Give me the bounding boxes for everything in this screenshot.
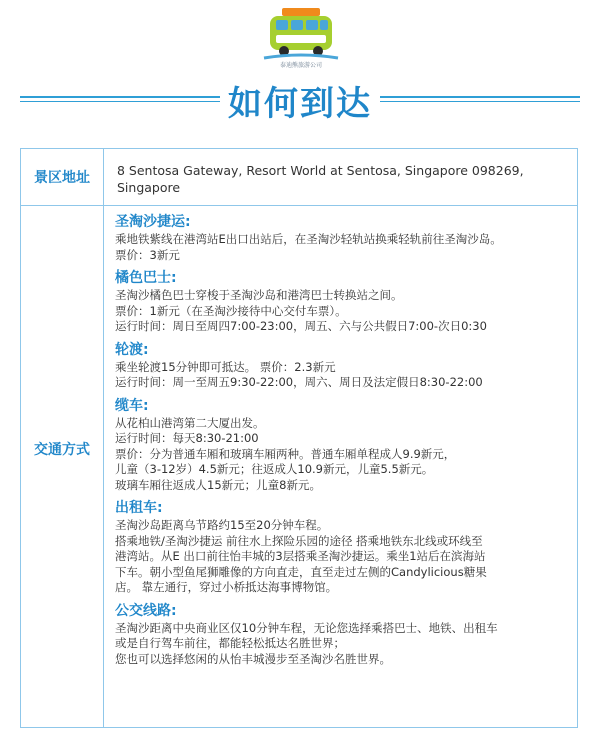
section-title: 圣淘沙捷运: — [115, 214, 191, 230]
address-line: Singapore — [117, 180, 181, 195]
transport-section-public-bus — [115, 602, 573, 668]
section-line: 乘地铁紫线在港湾站E出口出站后，在圣淘沙轻轨站换乘轻轨前往圣淘沙岛。 — [115, 232, 502, 246]
section-line: 从花柏山港湾第二大厦出发。 — [115, 415, 265, 430]
section-title: 缆车: — [115, 397, 149, 414]
transport-section-ferry — [115, 341, 573, 391]
column-divider — [103, 149, 104, 727]
transport-content — [115, 213, 573, 673]
section-line: 运行时间：每天8:30-21:00 — [115, 431, 259, 445]
logo-caption: 泰迪熊旅游公司 — [279, 62, 322, 69]
section-line: 搭乘地铁/圣淘沙捷运 前往水上探险乐园的途径 搭乘地铁东北线或环线至 — [115, 533, 483, 548]
transport-section-cable-car — [115, 397, 573, 494]
section-line: 港湾站。从E 出口前往怡丰城的3层搭乘圣淘沙捷运。乘坐1站后在滨海站 — [115, 549, 486, 563]
section-line: 店。 靠左通行，穿过小桥抵达海事博物馆。 — [115, 580, 338, 594]
section-line: 下车。朝小型鱼尾狮雕像的方向直走，直至走过左侧的Candylicious糖果 — [115, 564, 487, 579]
transport-section-bus — [115, 269, 573, 335]
transport-section-mrt — [115, 213, 573, 263]
header-line-right — [380, 96, 580, 98]
section-title: 出租车: — [115, 500, 163, 516]
transport-section-taxi — [115, 499, 573, 596]
section-line: 票价：分为普通车厢和玻璃车厢两种。普通车厢单程成人9.9新元， — [115, 446, 456, 461]
section-line: 您也可以选择悠闲的从怡丰城漫步至圣淘沙名胜世界。 — [115, 651, 391, 666]
row-divider — [21, 205, 577, 206]
section-line: 圣淘沙距离中央商业区仅10分钟车程，无论您选择乘搭巴士、地铁、出租车 — [115, 620, 498, 635]
section-line: 票价：1新元（在圣淘沙接待中心交付车票）。 — [115, 303, 347, 318]
transport-label: 交通方式 — [34, 442, 90, 458]
section-line: 乘坐轮渡15分钟即可抵达。 票价：2.3新元 — [115, 359, 336, 374]
address-text — [117, 162, 557, 196]
section-line: 圣淘沙岛距离乌节路约15至20分钟车程。 — [115, 518, 329, 532]
section-line: 玻璃车厢往返成人15新元；儿童8新元。 — [115, 477, 321, 492]
section-line: 运行时间：周日至周四7:00-23:00，周五、六与公共假日7:00-次日0:30 — [115, 319, 487, 333]
section-line: 或是自行驾车前往，都能轻松抵达名胜世界； — [115, 636, 345, 650]
section-line: 运行时间：周一至周五9:30-22:00，周六、周日及法定假日8:30-22:00 — [115, 375, 483, 389]
section-line: 圣淘沙橘色巴士穿梭于圣淘沙岛和港湾巴士转换站之间。 — [115, 288, 403, 302]
section-line: 票价：3新元 — [115, 247, 180, 262]
section-title: 轮渡: — [115, 341, 149, 358]
section-title: 橘色巴士: — [115, 270, 177, 286]
header — [0, 0, 600, 130]
header-line-right-under — [380, 101, 580, 102]
section-line: 儿童（3-12岁）4.5新元；往返成人10.9新元，儿童5.5新元。 — [115, 462, 434, 476]
address-line: 8 Sentosa Gateway, Resort World at Sentosa, Singapore 098269, — [117, 163, 524, 178]
page-title: 如何到达 — [228, 84, 372, 124]
address-label: 景区地址 — [34, 170, 90, 186]
section-title: 公交线路: — [115, 602, 177, 619]
info-table — [20, 148, 578, 728]
